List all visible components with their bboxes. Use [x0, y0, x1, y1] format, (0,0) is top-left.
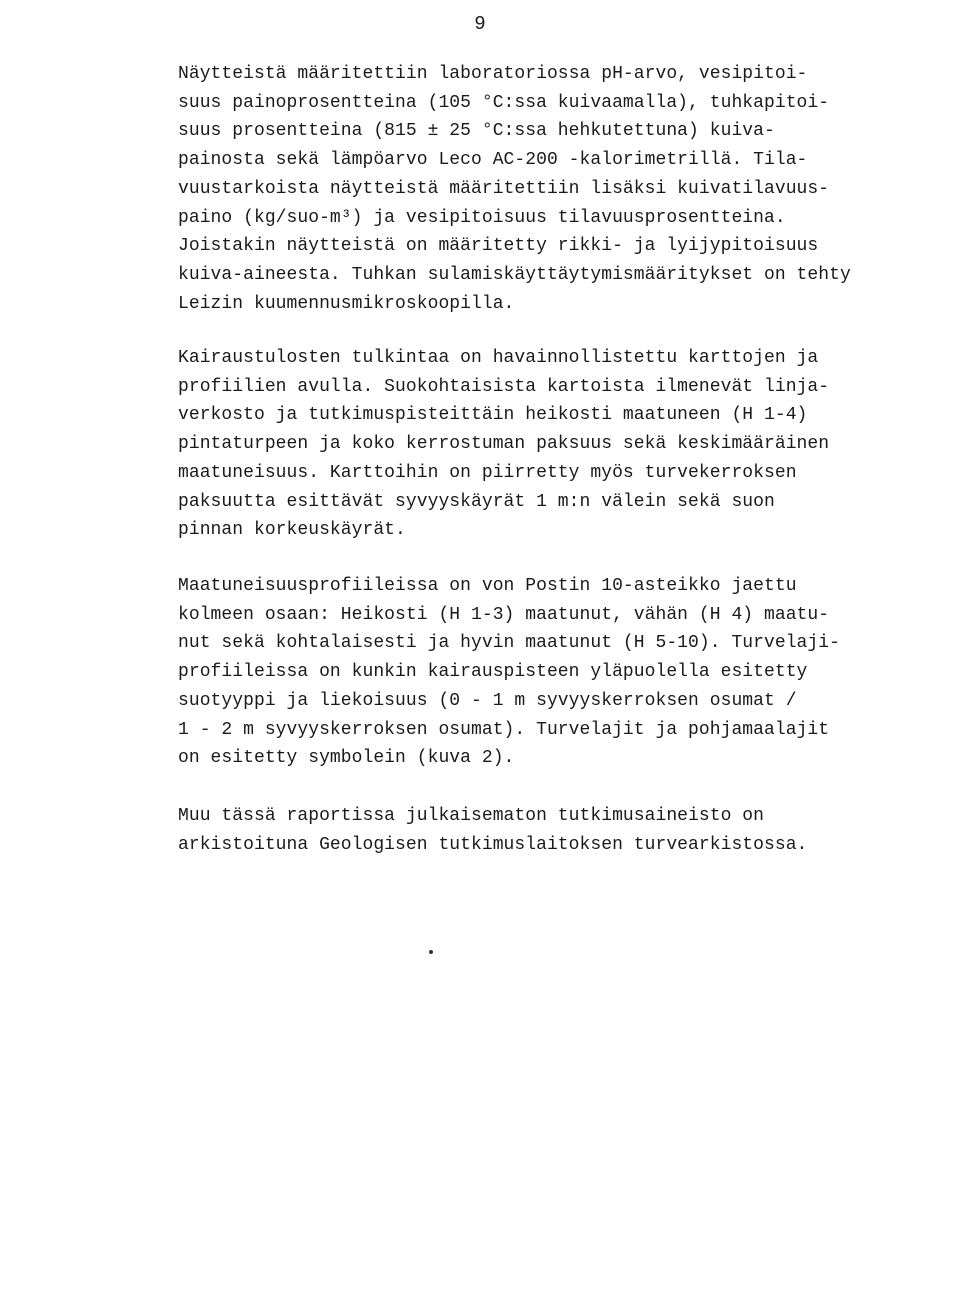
paragraph-maps-profiles: [178, 344, 829, 545]
text-line: suus painoprosentteina (105 °C:ssa kuivaamalla), tuhkapitoi-: [178, 92, 830, 113]
text-line: Kairaustulosten tulkintaa on havainnollistettu karttojen ja: [178, 348, 819, 368]
text-line: suotyyppi ja liekoisuus (0 - 1 m syvyyskerroksen osumat /: [178, 690, 797, 711]
text-line: Muu tässä raportissa julkaisematon tutkimusaineisto on: [178, 806, 764, 826]
text-line: arkistoituna Geologisen tutkimuslaitoksen turvearkistossa.: [178, 834, 808, 855]
text-line: Joistakin näytteistä on määritetty rikki- ja lyijypitoisuus: [178, 236, 819, 257]
text-line: vuustarkoista näytteistä määritettiin lisäksi kuivatilavuus-: [178, 178, 830, 199]
text-line: Maatuneisuusprofiileissa on von Postin 10-asteikko jaettu: [178, 576, 797, 596]
paragraph-humification-profiles: [178, 572, 840, 773]
text-line: nut sekä kohtalaisesti ja hyvin maatunut (H 5-10). Turvelaji-: [178, 633, 840, 654]
text-line: verkosto ja tutkimuspisteittäin heikosti maatuneen (H 1-4): [178, 405, 808, 426]
text-line: on esitetty symbolein (kuva 2).: [178, 748, 515, 769]
paragraph-lab-analyses: [178, 60, 851, 318]
paragraph-archive: [178, 802, 807, 859]
text-line: paino (kg/suo-m³) ja vesipitoisuus tilavuusprosentteina.: [178, 207, 786, 228]
text-line: maatuneisuus. Karttoihin on piirretty myös turvekerroksen: [178, 462, 797, 483]
text-line: Leizin kuumennusmikroskoopilla.: [178, 293, 515, 314]
text-line: painosta sekä lämpöarvo Leco AC-200 -kalorimetrillä. Tila-: [178, 150, 808, 171]
text-line: kolmeen osaan: Heikosti (H 1-3) maatunut, vähän (H 4) maatu-: [178, 604, 830, 625]
page-number: 9: [474, 13, 486, 35]
text-line: paksuutta esittävät syvyyskäyrät 1 m:n välein sekä suon: [178, 491, 775, 512]
text-line: Näytteistä määritettiin laboratoriossa pH-arvo, vesipitoi-: [178, 64, 808, 84]
text-line: kuiva-aineesta. Tuhkan sulamiskäyttäytymismääritykset on tehty: [178, 264, 851, 285]
text-line: suus prosentteina (815 ± 25 °C:ssa hehkutettuna) kuiva-: [178, 121, 775, 142]
text-line: pinnan korkeuskäyrät.: [178, 520, 406, 541]
text-line: profiilien avulla. Suokohtaisista kartoista ilmenevät linja-: [178, 376, 830, 397]
scan-speck: [429, 950, 433, 954]
text-line: 1 - 2 m syvyyskerroksen osumat). Turvelajit ja pohjamaalajit: [178, 719, 830, 740]
text-line: profiileissa on kunkin kairauspisteen yläpuolella esitetty: [178, 662, 808, 683]
text-line: pintaturpeen ja koko kerrostuman paksuus sekä keskimääräinen: [178, 434, 830, 455]
